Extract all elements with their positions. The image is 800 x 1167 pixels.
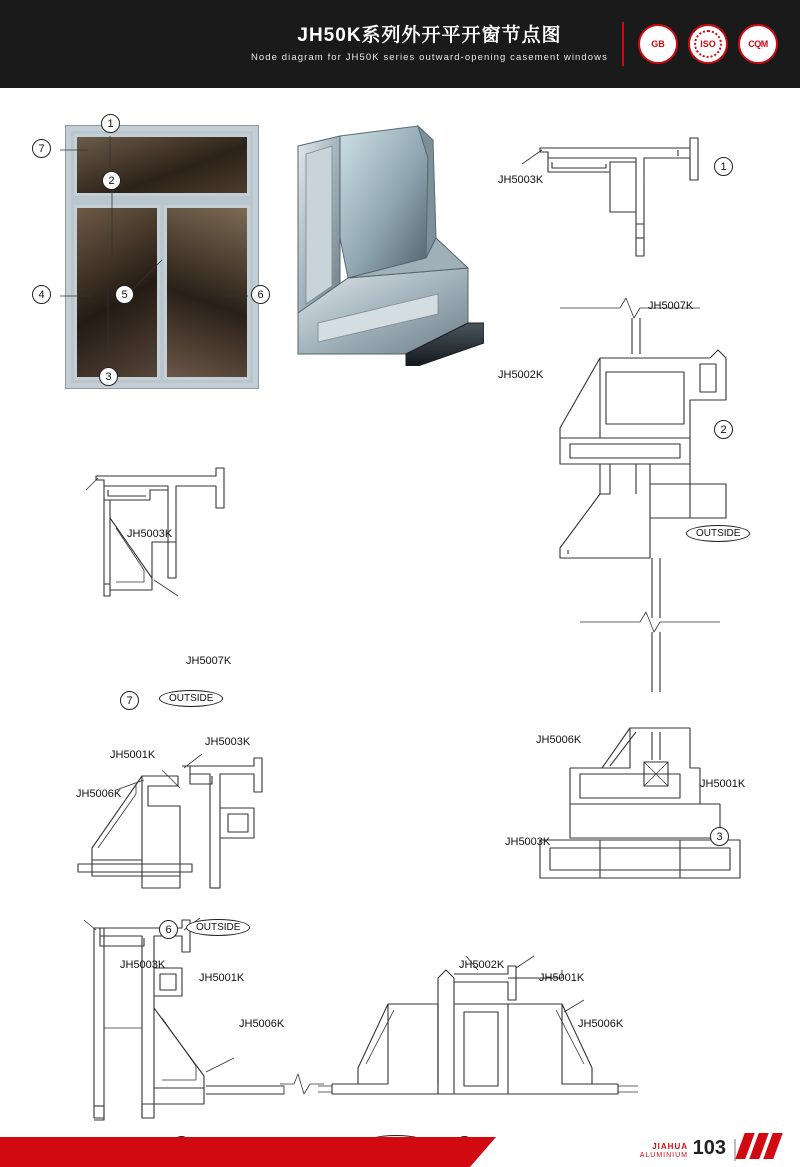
callout-3[interactable]: 3 xyxy=(99,367,118,386)
callout-2[interactable]: 2 xyxy=(102,171,121,190)
node1-part-label-jh5003k: JH5003K xyxy=(498,174,544,186)
callout-4[interactable]: 4 xyxy=(32,285,51,304)
callout-7[interactable]: 7 xyxy=(32,139,51,158)
page-footer xyxy=(0,1121,800,1167)
node2-part-label-jh5002k: JH5002K xyxy=(498,369,544,381)
gb-certification-logo xyxy=(638,24,678,64)
node6-part-label-jh5003k: JH5003K xyxy=(205,736,251,748)
node3-part-label-jh5001k: JH5001K xyxy=(700,778,746,790)
node7-part-label-jh5003k: JH5003K xyxy=(127,528,173,540)
node3-part-label-jh5003k: JH5003K xyxy=(505,836,551,848)
page-number: 103 xyxy=(692,1137,726,1159)
iso-certification-logo xyxy=(688,24,728,64)
node6-callout[interactable]: 6 xyxy=(159,920,178,939)
brand-name: JIAHUA xyxy=(652,1142,688,1152)
page-subtitle: Node diagram for JH50K series outward-opening casement windows xyxy=(250,52,608,64)
iso-logo-text: ISO xyxy=(700,38,716,49)
callout-1[interactable]: 1 xyxy=(101,114,120,133)
header-divider xyxy=(622,22,624,66)
footer-slash-mark xyxy=(740,1133,786,1159)
header-title-block xyxy=(251,25,622,64)
node7-outside-label: OUTSIDE xyxy=(159,690,223,707)
node7-part-label-jh5007k: JH5007K xyxy=(186,655,232,667)
node4-part-label-jh5003k: JH5003K xyxy=(120,959,166,971)
node2-outside-label: OUTSIDE xyxy=(686,525,750,542)
node6-part-label-jh5006k: JH5006K xyxy=(76,788,122,800)
cqm-certification-logo xyxy=(738,24,778,64)
node3-part-label-jh5006k: JH5006K xyxy=(536,734,582,746)
page-header xyxy=(0,0,800,88)
drawing-canvas xyxy=(0,88,800,1118)
node1-callout[interactable]: 1 xyxy=(714,157,733,176)
certification-logos xyxy=(638,24,800,64)
node7-callout[interactable]: 7 xyxy=(120,691,139,710)
brand-subtitle: ALUMINIUM xyxy=(639,1151,688,1159)
node3-callout[interactable]: 3 xyxy=(710,827,729,846)
node5-part-label-jh5006k: JH5006K xyxy=(578,1018,624,1030)
page-title: JH50K系列外开平开窗节点图 xyxy=(297,24,562,46)
node5-part-label-jh5001k: JH5001K xyxy=(539,972,585,984)
node4-part-label-jh5001k: JH5001K xyxy=(199,972,245,984)
footer-brand xyxy=(640,1143,688,1159)
node2-callout[interactable]: 2 xyxy=(714,420,733,439)
node5-part-label-jh5002k: JH5002K xyxy=(459,959,505,971)
gb-logo-text: GB xyxy=(651,38,665,49)
callout-5[interactable]: 5 xyxy=(115,285,134,304)
node6-outside-label: OUTSIDE xyxy=(186,919,250,936)
callout-6[interactable]: 6 xyxy=(251,285,270,304)
node6-part-label-jh5001k: JH5001K xyxy=(110,749,156,761)
cqm-logo-text: CQM xyxy=(748,38,768,49)
node2-part-label-jh5007k: JH5007K xyxy=(648,300,694,312)
node4-part-label-jh5006k: JH5006K xyxy=(239,1018,285,1030)
